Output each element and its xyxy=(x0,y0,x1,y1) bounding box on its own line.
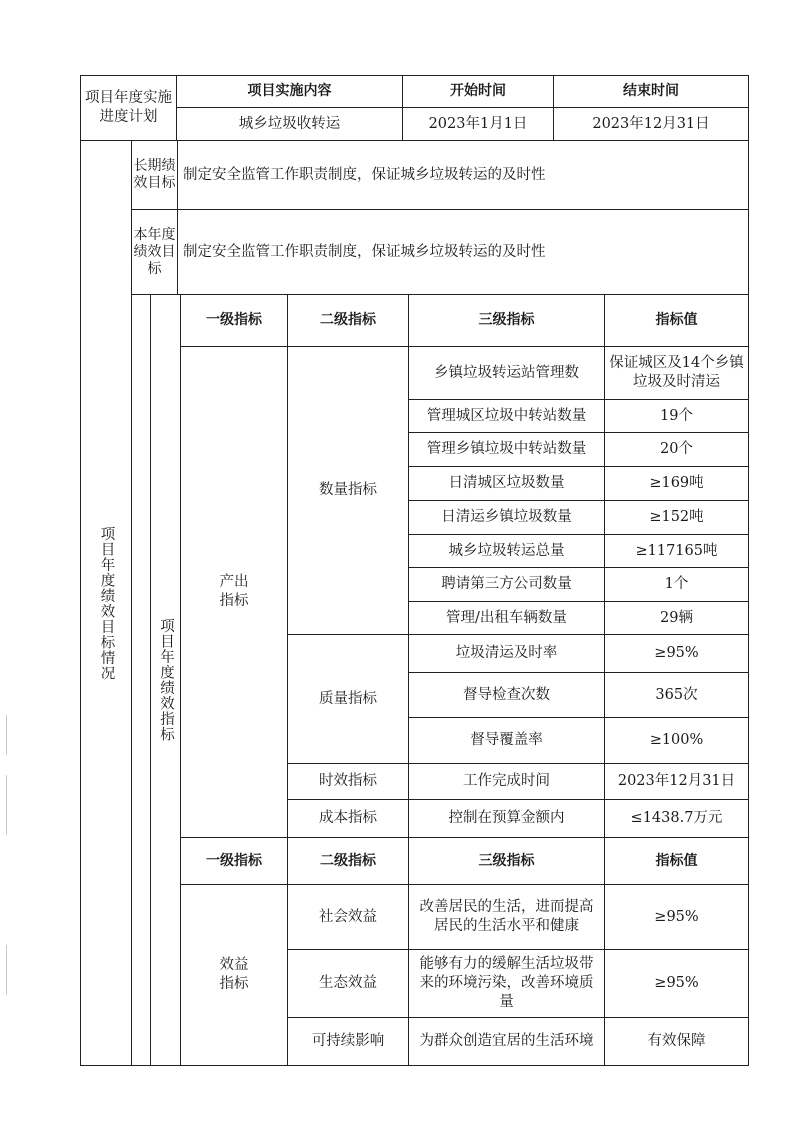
quantity-row-6-name: 城乡垃圾转运总量 xyxy=(408,534,605,568)
long-term-text: 制定安全监管工作职责制度，保证城乡垃圾转运的及时性 xyxy=(177,140,749,210)
output-label xyxy=(180,346,288,838)
quantity-row-1-name: 乡镇垃圾转运站管理数 xyxy=(408,346,605,400)
quality-row-1-value: ≥95% xyxy=(604,634,749,673)
quality-label: 质量指标 xyxy=(287,634,409,764)
benefit-row-2-name xyxy=(408,949,605,1018)
timeliness-label: 时效指标 xyxy=(287,763,409,800)
timeliness-name: 工作完成时间 xyxy=(408,763,605,800)
indicator-spacer xyxy=(131,294,151,1066)
th2-value: 指标值 xyxy=(604,837,749,885)
quantity-row-5-name: 日清运乡镇垃圾数量 xyxy=(408,500,605,535)
th2-level2: 二级指标 xyxy=(287,837,409,885)
benefit-label-text: 效益指标 xyxy=(219,957,249,992)
benefit-row-1-text: 改善居民的生活，进而提高居民的生活水平和健康 xyxy=(419,899,594,934)
quantity-row-3-value: 20个 xyxy=(604,432,749,467)
scan-mark xyxy=(6,715,7,755)
plan-label: 项目年度实施进度计划 xyxy=(80,75,177,141)
quantity-row-4-name: 日清城区垃圾数量 xyxy=(408,466,605,501)
cost-value: ≤1438.7万元 xyxy=(604,799,749,838)
quality-row-1-name: 垃圾清运及时率 xyxy=(408,634,605,673)
benefit-row-1-name xyxy=(408,884,605,950)
scan-mark xyxy=(6,775,7,835)
indicators-label xyxy=(150,294,181,1066)
quantity-row-2-name: 管理城区垃圾中转站数量 xyxy=(408,399,605,433)
th-level1: 一级指标 xyxy=(180,294,288,347)
benefit-row-1-value: ≥95% xyxy=(604,884,749,950)
goals-section-text: 项目年度绩效目标情况 xyxy=(98,525,115,681)
header-end: 结束时间 xyxy=(553,75,749,108)
quantity-row-8-name: 管理/出租车辆数量 xyxy=(408,601,605,635)
quantity-row-8-value: 29辆 xyxy=(604,601,749,635)
quantity-row-4-value: ≥169吨 xyxy=(604,466,749,501)
th2-level1: 一级指标 xyxy=(180,837,288,885)
benefit-row-1-l2: 社会效益 xyxy=(287,884,409,950)
annual-label: 本年度绩效目标 xyxy=(131,209,178,295)
benefit-row-3-value: 有效保障 xyxy=(604,1017,749,1066)
quality-row-3-name: 督导覆盖率 xyxy=(408,717,605,764)
quality-row-3-value: ≥100% xyxy=(604,717,749,764)
plan-content: 城乡垃圾收转运 xyxy=(176,107,403,141)
cost-label: 成本指标 xyxy=(287,799,409,838)
annual-text: 制定安全监管工作职责制度，保证城乡垃圾转运的及时性 xyxy=(177,209,749,295)
benefit-row-2-l2: 生态效益 xyxy=(287,949,409,1018)
timeliness-value: 2023年12月31日 xyxy=(604,763,749,800)
th-value: 指标值 xyxy=(604,294,749,347)
quantity-row-2-value: 19个 xyxy=(604,399,749,433)
plan-end: 2023年12月31日 xyxy=(553,107,749,141)
quantity-row-3-name: 管理乡镇垃圾中转站数量 xyxy=(408,432,605,467)
scan-mark xyxy=(6,945,7,995)
quantity-row-6-value: ≥117165吨 xyxy=(604,534,749,568)
quantity-row-7-name: 聘请第三方公司数量 xyxy=(408,567,605,602)
header-content: 项目实施内容 xyxy=(176,75,403,108)
header-start: 开始时间 xyxy=(402,75,554,108)
quantity-label: 数量指标 xyxy=(287,346,409,635)
th2-level3: 三级指标 xyxy=(408,837,605,885)
th-level2: 二级指标 xyxy=(287,294,409,347)
quantity-row-1-value: 保证城区及14个乡镇垃圾及时清运 xyxy=(604,346,749,400)
benefit-row-2-text: 能够有力的缓解生活垃圾带来的环境污染，改善环境质量 xyxy=(419,956,594,1010)
output-label-text: 产出指标 xyxy=(219,574,249,609)
benefit-row-3-l2: 可持续影响 xyxy=(287,1017,409,1066)
quantity-row-5-value: ≥152吨 xyxy=(604,500,749,535)
plan-start: 2023年1月1日 xyxy=(402,107,554,141)
long-term-label: 长期绩效目标 xyxy=(131,140,178,210)
cost-name: 控制在预算金额内 xyxy=(408,799,605,838)
indicators-label-text: 项目年度绩效指标 xyxy=(158,618,174,742)
th-level3: 三级指标 xyxy=(408,294,605,347)
benefit-label xyxy=(180,884,288,1066)
quality-row-2-name: 督导检查次数 xyxy=(408,672,605,718)
benefit-row-2-value: ≥95% xyxy=(604,949,749,1018)
benefit-row-3-text: 为群众创造宜居的生活环境 xyxy=(419,1033,594,1049)
benefit-row-3-name xyxy=(408,1017,605,1066)
quantity-row-7-value: 1个 xyxy=(604,567,749,602)
quality-row-2-value: 365次 xyxy=(604,672,749,718)
goals-section-label xyxy=(80,140,132,1066)
